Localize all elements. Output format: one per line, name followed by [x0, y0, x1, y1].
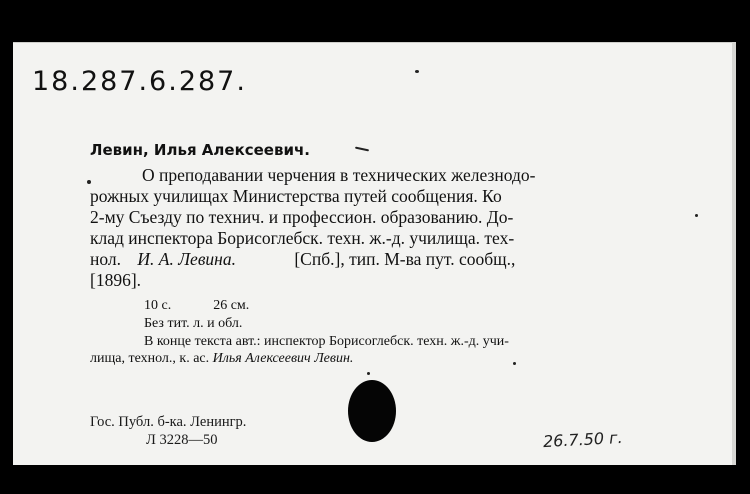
ink-speck	[355, 147, 369, 152]
pages: 10 с.	[144, 298, 172, 313]
description-line-3: 2-му Съезду по технич. и профессион. образованию. До-	[90, 207, 514, 227]
description-line-2: рожных училищах Министерства путей сообщения. Ко	[90, 186, 502, 206]
note-2: В конце текста авт.: инспектор Борисоглебск. техн. ж.-д. учи-	[144, 334, 509, 349]
library-stamp: Гос. Публ. б-ка. Ленингр.	[90, 414, 247, 430]
description-line-5-start: нол.	[90, 249, 121, 269]
description-line-1: О преподавании черчения в технических железнодо-	[142, 165, 536, 185]
dimensions: 26 см.	[213, 298, 250, 313]
description-line-6: [1896].	[90, 270, 142, 290]
card-edge	[13, 42, 732, 43]
ink-speck	[513, 362, 516, 365]
note-3-italic: Илья Алексеевич Левин.	[212, 351, 354, 366]
catalog-card	[13, 42, 736, 465]
handwritten-note: 26.7.50 г.	[542, 427, 624, 452]
ink-speck	[695, 214, 698, 217]
author-heading: Левин, Илья Алексеевич.	[90, 141, 310, 159]
ink-speck	[415, 70, 419, 73]
description-line-4: клад инспектора Борисоглебск. техн. ж.-д. училища. тех-	[90, 228, 515, 248]
note-3	[90, 351, 353, 367]
author-name-italic: И. А. Левина.	[137, 249, 236, 269]
call-number: 18.287.6.287.	[32, 66, 247, 97]
punch-hole	[348, 380, 396, 442]
ink-speck	[87, 180, 91, 184]
shelfmark: Л 3228—50	[146, 432, 218, 448]
imprint: [Спб.], тип. М-ва пут. сообщ.,	[294, 249, 516, 269]
description-line-5	[90, 249, 515, 270]
note-3-plain: лища, технол., к. ас.	[90, 351, 210, 366]
note-1: Без тит. л. и обл.	[144, 316, 243, 331]
physical-description	[144, 298, 249, 314]
ink-speck	[367, 372, 370, 375]
